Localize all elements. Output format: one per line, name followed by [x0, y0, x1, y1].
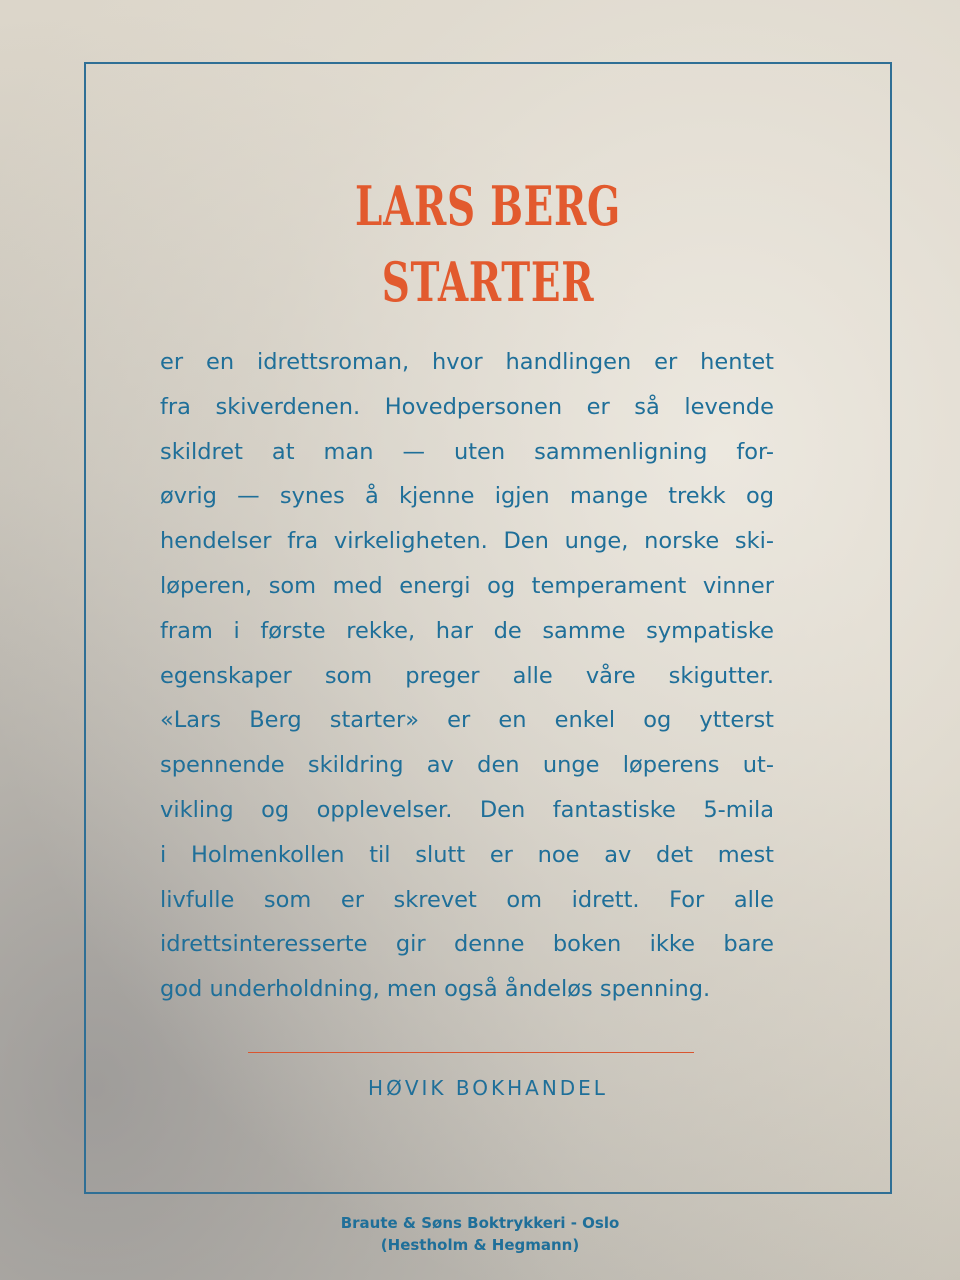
printer-credit-line-1: Braute & Søns Boktrykkeri - Oslo [340, 1214, 620, 1232]
printer-credit-line-2: (Hestholm & Hegmann) [380, 1236, 580, 1254]
paragraph-line: spennende skildring av den unge løperens ut- [160, 752, 774, 779]
book-title-line-1: LARS BERG [355, 174, 621, 238]
paragraph-line: vikling og opplevelser. Den fantastiske 5-mila [160, 796, 774, 823]
paragraph-line: hendelser fra virkeligheten. Den unge, norske ski- [160, 528, 774, 555]
book-title-line-2: STARTER [381, 250, 595, 314]
paragraph-line: skildret at man — uten sammenligning for- [160, 438, 774, 465]
paragraph-line: øvrig — synes å kjenne igjen mange trekk og [160, 483, 774, 510]
border-frame [84, 62, 892, 1194]
paragraph-line: er en idrettsroman, hvor handlingen er hentet [160, 349, 774, 375]
paragraph-line: egenskaper som preger alle våre skigutter. [160, 662, 774, 689]
divider-rule [248, 1052, 694, 1053]
paragraph-line: livfulle som er skrevet om idrett. For alle [160, 886, 774, 913]
publisher-name: HØVIK BOKHANDEL [368, 1076, 608, 1100]
paragraph-line: fram i første rekke, har de samme sympatiske [160, 617, 774, 644]
paragraph-line: idrettsinteresserte gir denne boken ikke bare [160, 931, 774, 958]
paragraph-line: «Lars Berg starter» er en enkel og ytterst [160, 707, 774, 734]
printer-credit [0, 1212, 960, 1256]
paragraph-line: i Holmenkollen til slutt er noe av det mest [160, 841, 774, 868]
paragraph-line: løperen, som med energi og temperament vinner [160, 572, 774, 599]
paragraph-line: god underholdning, men også åndeløs spenning. [160, 976, 711, 1003]
paragraph-line: fra skiverdenen. Hovedpersonen er så levende [160, 393, 774, 420]
description-paragraph [160, 340, 774, 1012]
